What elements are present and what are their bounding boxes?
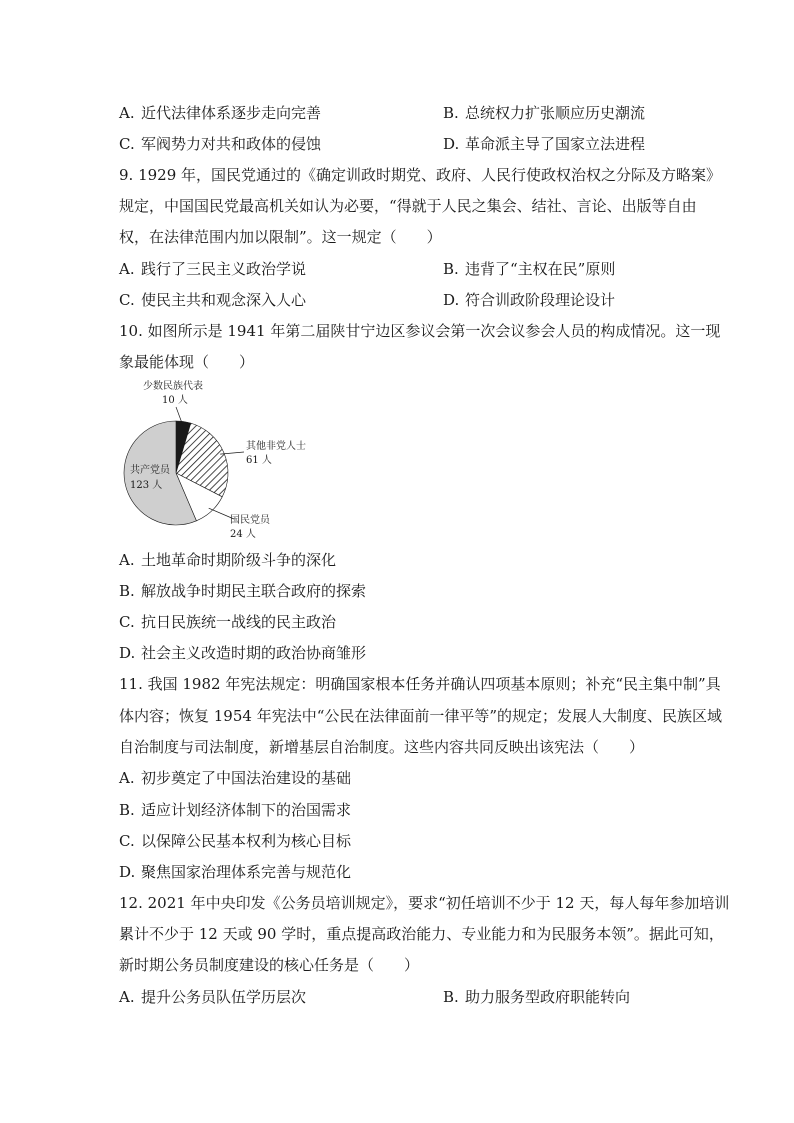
q12-stem-line-1: 12. 2021 年中央印发《公务员培训规定》，要求“初任培训不少于 12 天，每人每年参加培训 (119, 894, 730, 912)
q11-option-b: B. 适应计划经济体制下的治国需求 (119, 801, 352, 819)
q12-stem-line-3: 新时期公务员制度建设的核心任务是（ ） (119, 956, 420, 974)
q11-stem-line-1: 11. 我国 1982 年宪法规定：明确国家根本任务并确认四项基本原则；补充“民主集中制”具 (119, 675, 721, 693)
q11-option-c: C. 以保障公民基本权利为核心目标 (119, 832, 352, 850)
q10-stem-line-1: 10. 如图所示是 1941 年第二届陕甘宁边区参议会第一次会议参会人员的构成情况。这一现 (119, 322, 721, 340)
q11-option-a: A. 初步奠定了中国法治建设的基础 (119, 769, 352, 787)
q9-stem-line-3: 权，在法律范围内加以限制”。这一规定（ ） (119, 228, 442, 246)
label-minority-value: 10 人 (162, 395, 188, 406)
q10-option-b: B. 解放战争时期民主联合政府的探索 (119, 582, 367, 600)
q8-option-b: B. 总统权力扩张顺应历史潮流 (443, 104, 646, 122)
q9-option-a: A. 践行了三民主义政治学说 (119, 260, 307, 278)
q11-option-d: D. 聚焦国家治理体系完善与规范化 (119, 863, 352, 881)
q12-option-a: A. 提升公务员队伍学历层次 (119, 988, 307, 1006)
label-nonparty-name: 其他非党人士 (246, 441, 306, 452)
label-cpc-value: 123 人 (130, 480, 163, 491)
q8-option-a: A. 近代法律体系逐步走向完善 (119, 104, 322, 122)
q12-option-b: B. 助力服务型政府职能转向 (443, 988, 631, 1006)
q8-option-d: D. 革命派主导了国家立法进程 (443, 135, 646, 153)
q9-option-c: C. 使民主共和观念深入人心 (119, 291, 307, 309)
q10-stem-line-2: 象最能体现（ ） (119, 353, 255, 371)
q11-stem-line-2: 体内容；恢复 1954 年宪法中“公民在法律面前一律平等”的规定；发展人大制度、民族区域 (119, 707, 723, 725)
q9-option-b: B. 违背了“主权在民”原则 (443, 260, 616, 278)
q9-option-d: D. 符合训政阶段理论设计 (443, 291, 616, 309)
label-cpc-name: 共产党员 (130, 465, 170, 476)
q9-stem-line-2: 规定，中国国民党最高机关如认为必要，“得就于人民之集会、结社、言论、出版等自由 (119, 197, 697, 215)
q11-stem-line-3: 自治制度与司法制度，新增基层自治制度。这些内容共同反映出该宪法（ ） (119, 738, 645, 756)
composition-pie-chart (116, 378, 316, 543)
q10-option-c: C. 抗日民族统一战线的民主政治 (119, 613, 337, 631)
label-kmt-value: 24 人 (230, 529, 256, 540)
q9-stem-line-1: 9. 1929 年，国民党通过的《确定训政时期党、政府、人民行使政权治权之分际及方略案》 (119, 166, 722, 184)
label-kmt-name: 国民党员 (230, 515, 270, 526)
q10-option-d: D. 社会主义改造时期的政治协商雏形 (119, 644, 367, 662)
label-nonparty-value: 61 人 (246, 455, 272, 466)
label-minority-name: 少数民族代表 (143, 381, 203, 392)
q12-stem-line-2: 累计不少于 12 天或 90 学时，重点提高政治能力、专业能力和为民服务本领”。据此可知， (119, 925, 724, 943)
q10-option-a: A. 土地革命时期阶级斗争的深化 (119, 551, 337, 569)
q8-option-c: C. 军阀势力对共和政体的侵蚀 (119, 135, 322, 153)
